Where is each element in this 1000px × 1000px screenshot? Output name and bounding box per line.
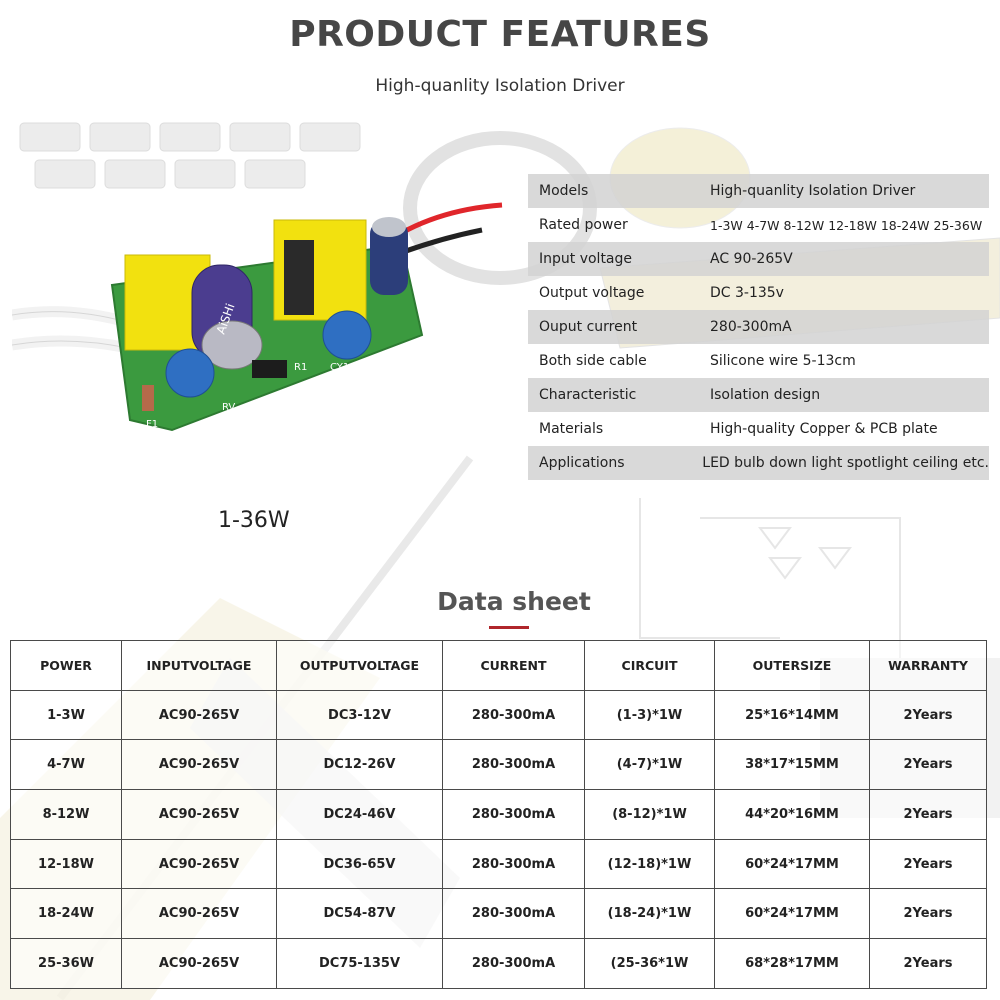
spec-value: High-quality Copper & PCB plate	[710, 421, 938, 437]
table-cell: (25-36*1W	[585, 939, 715, 989]
spec-key: Models	[539, 183, 589, 199]
spec-row	[528, 208, 989, 242]
wattage-label: 1-36W	[218, 508, 290, 533]
spec-key: Ouput current	[539, 319, 638, 335]
table-header-row	[11, 641, 987, 691]
spec-row	[528, 344, 989, 378]
table-cell: 280-300mA	[443, 889, 585, 939]
table-row	[11, 939, 987, 989]
table-cell: 280-300mA	[443, 740, 585, 790]
table-cell: AC90-265V	[122, 690, 277, 740]
table-cell: (8-12)*1W	[585, 790, 715, 840]
column-header: CIRCUIT	[585, 641, 715, 691]
spec-key: Both side cable	[539, 353, 647, 369]
column-header: CURRENT	[443, 641, 585, 691]
table-cell: AC90-265V	[122, 740, 277, 790]
table-row	[11, 690, 987, 740]
board-marking: AiSHi	[213, 301, 238, 337]
spec-value: 280-300mA	[710, 319, 792, 335]
table-cell: 2Years	[870, 690, 987, 740]
table-cell: (1-3)*1W	[585, 690, 715, 740]
spec-row	[528, 378, 989, 412]
table-cell: DC12-26V	[277, 740, 443, 790]
spec-key: Input voltage	[539, 251, 633, 267]
table-cell: 280-300mA	[443, 790, 585, 840]
table-cell: 8-12W	[11, 790, 122, 840]
spec-row	[528, 174, 989, 208]
board-marking: R1	[294, 362, 308, 373]
column-header: WARRANTY	[870, 641, 987, 691]
table-cell: 280-300mA	[443, 690, 585, 740]
table-row	[11, 839, 987, 889]
spec-row	[528, 412, 989, 446]
table-cell: AC90-265V	[122, 790, 277, 840]
table-cell: 4-7W	[11, 740, 122, 790]
column-header: OUTERSIZE	[715, 641, 870, 691]
spec-row	[528, 242, 989, 276]
datasheet-title: Data sheet	[437, 587, 591, 616]
spec-key: Applications	[539, 455, 625, 471]
spec-table	[528, 174, 989, 480]
spec-row	[528, 446, 989, 480]
table-cell: DC75-135V	[277, 939, 443, 989]
table-cell: 2Years	[870, 740, 987, 790]
spec-value: 1-3W 4-7W 8-12W 12-18W 18-24W 25-36W	[710, 217, 983, 233]
spec-value: AC 90-265V	[710, 251, 793, 267]
board-marking: RV	[222, 402, 236, 413]
column-header: INPUTVOLTAGE	[122, 641, 277, 691]
table-cell: DC3-12V	[277, 690, 443, 740]
spec-key: Rated power	[539, 217, 628, 233]
table-cell: DC54-87V	[277, 889, 443, 939]
table-cell: AC90-265V	[122, 889, 277, 939]
table-cell: DC36-65V	[277, 839, 443, 889]
table-cell: 38*17*15MM	[715, 740, 870, 790]
datasheet-table	[10, 640, 987, 989]
page-subtitle: High-quanlity Isolation Driver	[375, 76, 625, 96]
title-underline	[489, 626, 529, 629]
table-cell: (12-18)*1W	[585, 839, 715, 889]
table-cell: (18-24)*1W	[585, 889, 715, 939]
spec-value: High-quanlity Isolation Driver	[710, 183, 916, 199]
board-marking: CY1	[330, 362, 350, 373]
table-cell: 60*24*17MM	[715, 889, 870, 939]
table-cell: AC90-265V	[122, 839, 277, 889]
table-row	[11, 889, 987, 939]
table-cell: 2Years	[870, 839, 987, 889]
table-row	[11, 740, 987, 790]
table-cell: 2Years	[870, 939, 987, 989]
spec-value: LED bulb down light spotlight ceiling etc.	[702, 455, 989, 471]
spec-key: Characteristic	[539, 387, 637, 403]
table-cell: 2Years	[870, 889, 987, 939]
spec-row	[528, 276, 989, 310]
table-cell: 44*20*16MM	[715, 790, 870, 840]
table-cell: 25-36W	[11, 939, 122, 989]
spec-value: DC 3-135v	[710, 285, 784, 301]
page-title: PRODUCT FEATURES	[289, 14, 711, 55]
table-row	[11, 790, 987, 840]
table-cell: 280-300mA	[443, 939, 585, 989]
table-cell: AC90-265V	[122, 939, 277, 989]
table-cell: 12-18W	[11, 839, 122, 889]
table-cell: (4-7)*1W	[585, 740, 715, 790]
table-cell: 2Years	[870, 790, 987, 840]
table-cell: 1-3W	[11, 690, 122, 740]
table-cell: DC24-46V	[277, 790, 443, 840]
table-cell: 25*16*14MM	[715, 690, 870, 740]
spec-value: Silicone wire 5-13cm	[710, 353, 856, 369]
table-cell: 280-300mA	[443, 839, 585, 889]
table-cell: 60*24*17MM	[715, 839, 870, 889]
column-header: POWER	[11, 641, 122, 691]
board-marking: F1	[146, 419, 159, 430]
table-cell: 18-24W	[11, 889, 122, 939]
column-header: OUTPUTVOLTAGE	[277, 641, 443, 691]
spec-value: Isolation design	[710, 387, 821, 403]
led-driver-board-image	[12, 185, 512, 445]
spec-key: Materials	[539, 421, 604, 437]
spec-key: Output voltage	[539, 285, 645, 301]
table-cell: 68*28*17MM	[715, 939, 870, 989]
spec-row	[528, 310, 989, 344]
